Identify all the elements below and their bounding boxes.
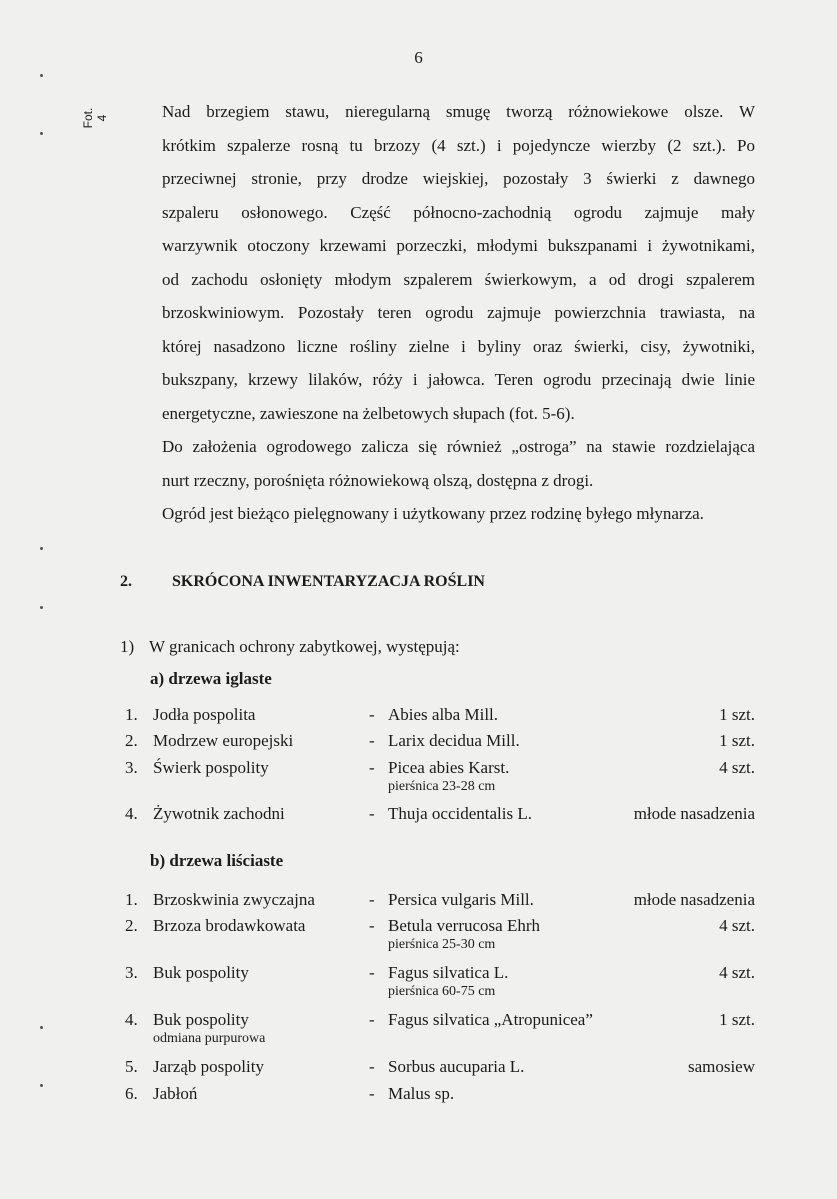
separator-dash: - — [369, 890, 375, 909]
latin-name: Thuja occidentalis L. — [388, 804, 532, 823]
quantity: młode nasadzenia — [633, 890, 755, 909]
text-line — [162, 368, 755, 402]
text-line — [162, 502, 755, 536]
plant-row — [0, 914, 837, 952]
common-name: Buk pospolity — [153, 1010, 249, 1029]
common-name: Jarząb pospolity — [153, 1057, 264, 1076]
latin-name: Betula verrucosa Ehrh — [388, 916, 540, 935]
common-name: Brzoza brodawkowata — [153, 916, 306, 935]
separator-dash: - — [369, 705, 375, 724]
text-line — [162, 268, 755, 302]
plant-row — [0, 1082, 837, 1106]
text-line — [162, 469, 755, 503]
text-line-content: od zachodu osłonięty młodym szpalerem świerkowym, a od drogi szpalerem — [162, 269, 755, 289]
section-number: 2. — [120, 573, 132, 590]
separator-dash: - — [369, 1057, 375, 1076]
latin-name: Sorbus aucuparia L. — [388, 1057, 525, 1076]
text-line-content: warzywnik otoczony krzewami porzeczki, młodymi bukszpanami i żywotnikami, — [162, 236, 755, 255]
text-line-content: bukszpany, krzewy lilaków, róży i jałowca. Teren ogrodu przecinają dwie linie — [162, 370, 755, 389]
separator-dash: - — [369, 1010, 375, 1029]
item-number: 4. — [125, 1010, 138, 1029]
plant-row — [0, 729, 837, 753]
item-number: 1. — [125, 890, 138, 909]
separator-dash: - — [369, 1084, 375, 1103]
text-line-content: krótkim szpalerze rosną tu brzozy (4 szt.) i pojedyncze wierzby (2 szt.). Po — [162, 135, 755, 155]
separator-dash: - — [369, 804, 375, 823]
text-line — [162, 335, 755, 369]
intro-text: W granicach ochrony zabytkowej, występują: — [149, 637, 460, 656]
plant-row — [0, 703, 837, 727]
common-name: Świerk pospolity — [153, 758, 269, 777]
quantity: 4 szt. — [719, 916, 755, 935]
plant-row — [0, 961, 837, 999]
quantity: 1 szt. — [719, 731, 755, 750]
latin-name: Abies alba Mill. — [388, 705, 499, 724]
latin-name: Larix decidua Mill. — [388, 731, 520, 750]
scan-mark — [40, 547, 43, 550]
text-line — [162, 167, 755, 201]
item-number: 2. — [125, 731, 138, 750]
scan-mark — [40, 132, 43, 135]
intro-number: 1) — [120, 637, 135, 656]
common-name: Modrzew europejski — [153, 731, 294, 750]
quantity: 4 szt. — [719, 963, 755, 982]
text-line-content: nurt rzeczny, porośnięta różnowiekową olszą, dostępna z drogi. — [162, 470, 594, 490]
text-line-content: energetyczne, zawieszone na żelbetowych słupach (fot. 5-6). — [162, 403, 575, 423]
separator-dash: - — [369, 731, 375, 750]
trunk-circumference-note: pierśnica 25-30 cm — [388, 937, 496, 952]
latin-name: Malus sp. — [388, 1084, 455, 1103]
plant-row — [0, 1008, 837, 1046]
item-number: 1. — [125, 705, 138, 724]
plant-row — [0, 756, 837, 794]
plant-row — [0, 1055, 837, 1079]
item-number: 4. — [125, 804, 138, 823]
quantity: 1 szt. — [719, 705, 755, 724]
quantity: 4 szt. — [719, 758, 755, 777]
common-name: Buk pospolity — [153, 963, 249, 982]
margin-photo-reference: Fot. 4 — [81, 107, 109, 129]
common-name-note: odmiana purpurowa — [153, 1031, 266, 1046]
text-line-content: Do założenia ogrodowego zalicza się również „ostroga” na stawie rozdzielająca — [162, 437, 755, 456]
scan-mark — [40, 74, 43, 77]
common-name: Brzoskwinia zwyczajna — [153, 890, 315, 909]
text-line — [162, 100, 755, 134]
scan-mark — [40, 606, 43, 609]
separator-dash: - — [369, 916, 375, 935]
quantity: młode nasadzenia — [633, 804, 755, 823]
item-number: 2. — [125, 916, 138, 935]
text-line-content: Ogród jest bieżąco pielęgnowany i użytkowany przez rodzinę byłego młynarza. — [162, 504, 704, 523]
common-name: Jabłoń — [153, 1084, 198, 1103]
trunk-circumference-note: pierśnica 60-75 cm — [388, 984, 496, 999]
latin-name: Fagus silvatica „Atropunicea” — [388, 1010, 593, 1029]
separator-dash: - — [369, 963, 375, 982]
plant-row — [0, 802, 837, 826]
item-number: 3. — [125, 963, 138, 982]
text-line — [162, 402, 755, 436]
item-number: 3. — [125, 758, 138, 777]
body-text — [162, 100, 755, 536]
quantity: samosiew — [687, 1057, 755, 1076]
text-line — [162, 301, 755, 335]
text-line — [162, 201, 755, 235]
text-line-content: przeciwnej stronie, przy drodze wiejskiej, pozostały 3 świerki z dawnego — [162, 169, 755, 188]
text-line-content: Nad brzegiem stawu, nieregularną smugę tworzą różnowiekowe olsze. W — [162, 102, 755, 121]
common-name: Jodła pospolita — [153, 705, 256, 724]
text-line — [162, 234, 755, 268]
item-number: 5. — [125, 1057, 138, 1076]
text-line-content: szpaleru osłonowego. Część północno-zachodnią ogrodu zajmuje mały — [162, 202, 755, 222]
latin-name: Picea abies Karst. — [388, 758, 510, 777]
text-line — [162, 435, 755, 469]
text-line-content: brzoskwiniowym. Pozostały teren ogrodu zajmuje powierzchnia trawiasta, na — [162, 303, 755, 322]
separator-dash: - — [369, 758, 375, 777]
page-number: 6 — [414, 48, 423, 67]
item-number: 6. — [125, 1084, 138, 1103]
common-name: Żywotnik zachodni — [153, 804, 285, 823]
latin-name: Persica vulgaris Mill. — [388, 890, 534, 909]
text-line — [162, 134, 755, 168]
plant-row — [0, 888, 837, 912]
quantity: 1 szt. — [719, 1010, 755, 1029]
trunk-circumference-note: pierśnica 23-28 cm — [388, 779, 496, 794]
text-line-content: której nasadzono liczne rośliny zielne i byliny oraz świerki, cisy, żywotniki, — [162, 336, 755, 356]
latin-name: Fagus silvatica L. — [388, 963, 509, 982]
group-heading: a) drzewa iglaste — [150, 669, 272, 688]
group-heading: b) drzewa liściaste — [150, 851, 284, 870]
section-title: SKRÓCONA INWENTARYZACJA ROŚLIN — [172, 573, 485, 590]
